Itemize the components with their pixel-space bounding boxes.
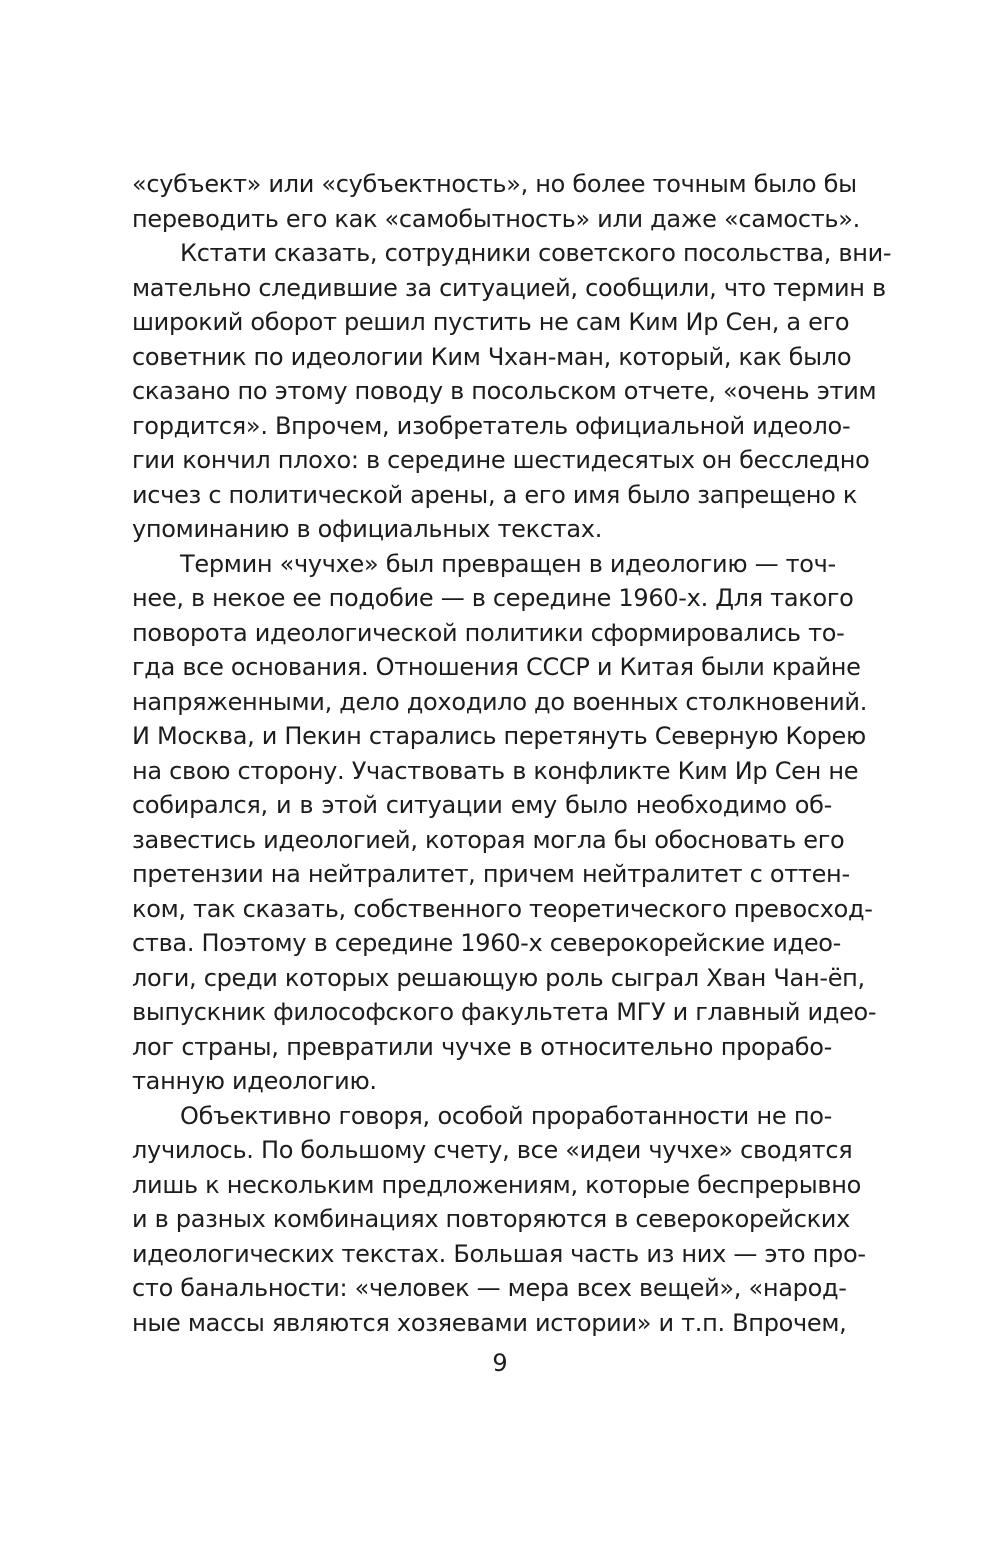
text-line: завестись идеологией, которая могла бы обосновать его	[132, 825, 845, 854]
paragraph-2	[132, 236, 892, 547]
text-line: «субъект» или «субъектность», но более точным было бы	[132, 170, 857, 198]
text-line: претензии на нейтралитет, причем нейтралитет с оттен-	[132, 860, 850, 888]
text-line: сказано по этому поводу в посольском отчете, «очень этим	[132, 377, 877, 405]
text-line: гда все основания. Отношения СССР и Китая были крайне	[132, 653, 861, 681]
text-line: поворота идеологической политики сформировались то-	[132, 618, 845, 647]
paragraph-4	[132, 1099, 866, 1341]
text-line: гии кончил плохо: в середине шестидесятых он бесследно	[132, 446, 870, 474]
text-line: выпускник философского факультета МГУ и главный идео-	[132, 998, 877, 1026]
text-line: лишь к нескольким предложениям, которые беспрерывно	[132, 1170, 862, 1199]
text-line: И Москва, и Пекин старались перетянуть Северную Корею	[132, 722, 866, 750]
text-line: гордится». Впрочем, изобретатель официальной идеоло-	[132, 411, 851, 440]
text-line: и в разных комбинациях повторяются в северокорейских	[132, 1205, 850, 1233]
text-line: широкий оборот решил пустить не сам Ким Ир Сен, а его	[132, 308, 850, 336]
text-line: напряженными, дело доходило до военных столкновений.	[132, 687, 868, 716]
text-line: упоминанию в официальных текстах.	[132, 515, 603, 543]
text-line: сто банальности: «человек — мера всех вещей», «народ-	[132, 1274, 847, 1302]
text-line: лог страны, превратили чучхе в относительно прорабо-	[132, 1032, 832, 1061]
page-number: 9	[492, 1349, 508, 1377]
text-line: нее, в некое ее подобие — в середине 1960-х. Для такого	[132, 584, 854, 612]
text-line: Кстати сказать, сотрудники советского посольства, вни-	[180, 239, 892, 267]
text-line: лучилось. По большому счету, все «идеи чучхе» сводятся	[132, 1136, 853, 1164]
text-line: танную идеологию.	[132, 1067, 377, 1095]
text-line: идеологических текстах. Большая часть из них — это про-	[132, 1239, 866, 1268]
text-line: Объективно говоря, особой проработанности не по-	[180, 1101, 832, 1130]
text-line: на свою сторону. Участвовать в конфликте Ким Ир Сен не	[132, 756, 859, 785]
text-line: ства. Поэтому в середине 1960-х северокорейские идео-	[132, 929, 842, 957]
text-line: логи, среди которых решающую роль сыграл Хван Чан-ёп,	[132, 963, 865, 992]
text-line: исчез с политической арены, а его имя было запрещено к	[132, 480, 858, 509]
text-line: советник по идеологии Ким Чхан-ман, который, как было	[132, 342, 852, 371]
text-line: собирался, и в этой ситуации ему было необходимо об-	[132, 791, 832, 819]
paragraph-1	[132, 167, 860, 236]
paragraph-3	[132, 547, 877, 1099]
text-line: переводить его как «самобытность» или даже «самость».	[132, 204, 860, 233]
text-line: мательно следившие за ситуацией, сообщили, что термин в	[132, 273, 886, 302]
body-text	[132, 167, 892, 1340]
text-line: ком, так сказать, собственного теоретического превосход-	[132, 894, 873, 923]
text-line: ные массы являются хозяевами истории» и т.п. Впрочем,	[132, 1308, 847, 1337]
text-line: Термин «чучхе» был превращен в идеологию — точ-	[180, 549, 836, 578]
